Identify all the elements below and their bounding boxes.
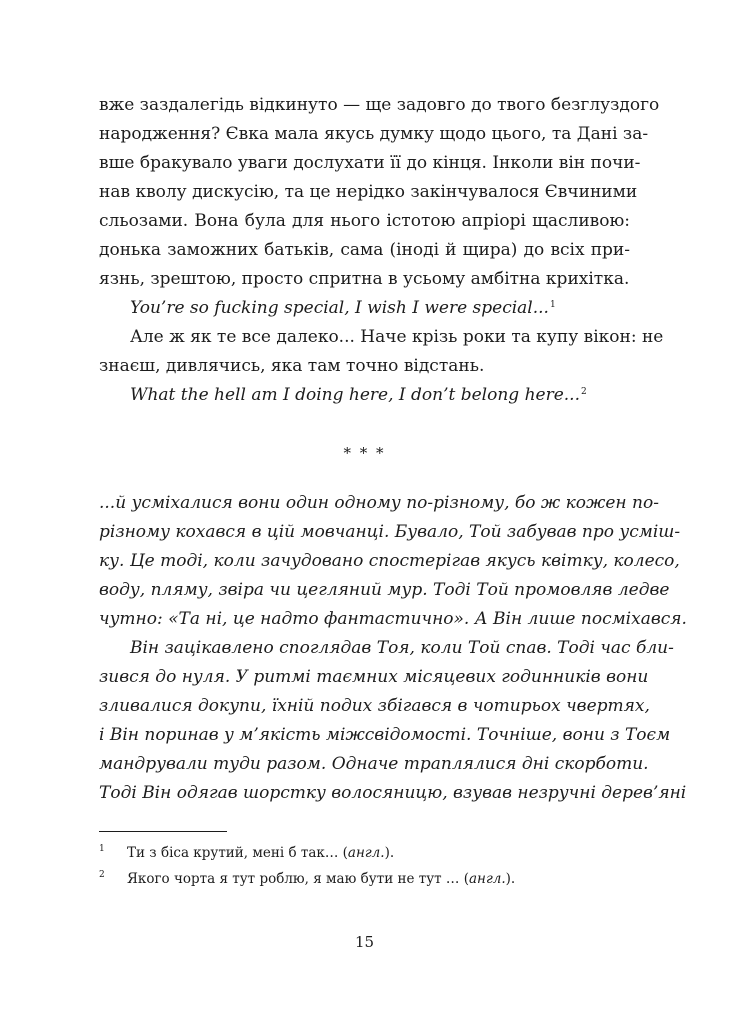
text-line: донька заможних батьків, сама (іноді й щира) до всіх при-	[99, 240, 630, 260]
text-line: мандрували туди разом. Одначе траплялися дні скорботи.	[99, 754, 649, 774]
text-line: народження? Євка мала якусь думку щодо цього, та Дані за-	[99, 124, 649, 144]
text-line: Але ж як те все далеко... Наче крізь роки та купу вікон: не	[130, 327, 664, 347]
text-line: Він зацікавлено споглядав Тоя, коли Той спав. Тоді час бли-	[130, 638, 674, 658]
text-line: сльозами. Вона була для нього істотою апріорі щасливою:	[99, 211, 630, 231]
scene-separator: * * *	[343, 444, 386, 462]
footnote-text-end: ).	[384, 845, 395, 861]
text-line: воду, пляму, звіра чи цегляний мур. Тоді Той промовляв ледве	[99, 580, 670, 600]
footnote-2	[99, 866, 630, 892]
text-line: і Він поринав у м’якість міжсвідомості. Точніше, вони з Тоєм	[99, 725, 671, 745]
text-line: зився до нуля. У ритмі таємних місяцевих годинників вони	[99, 667, 649, 687]
song-quote-2-text: What the hell am I doing here, I don’t belong here...	[130, 385, 580, 405]
section-2-text	[99, 489, 687, 808]
footnote-lang: англ.	[469, 871, 506, 887]
text-line: різному кохався в цій мовчанці. Бувало, Той забував про усміш-	[99, 522, 681, 542]
text-line: ...й усміхалися вони один одному по-різному, бо ж кожен по-	[99, 493, 659, 513]
footnote-lang: англ.	[347, 845, 385, 861]
text-line: вже заздалегідь відкинуто — ще задовго до твого безглуздого	[99, 95, 660, 115]
section-1-text	[99, 91, 664, 410]
text-line: Тоді Він одягав шорстку волосяницю, взував незручні дерев’яні	[99, 783, 687, 803]
footnote-text: Ти з біса крутий, мені б так… (	[127, 845, 348, 861]
page-number: 15	[354, 933, 375, 951]
text-line: язнь, зрештою, просто спритна в усьому амбітна крихітка.	[99, 269, 630, 289]
text-line: чутно: «Та ні, це надто фантастично». А Він лише посміхався.	[99, 609, 687, 629]
footnote-number: 1	[99, 844, 105, 854]
text-line: нав кволу дискусію, та це нерідко закінчувалося Євчиними	[99, 182, 638, 202]
text-line: ку. Це тоді, коли зачудовано спостерігав якусь квітку, колесо,	[99, 551, 680, 571]
text-line: знаєш, дивлячись, яка там точно відстань.	[99, 356, 485, 376]
song-quote-1	[99, 294, 630, 323]
footnote-text-end: ).	[505, 871, 516, 887]
song-quote-2	[99, 381, 630, 410]
footnote-number: 2	[99, 870, 105, 880]
footnote-text: Якого чорта я тут роблю, я маю бути не тут … (	[127, 871, 469, 887]
footnotes	[99, 840, 630, 892]
footnote-ref-1[interactable]: 1	[549, 300, 556, 310]
footnote-1	[99, 840, 630, 866]
text-line: зливалися докупи, їхній подих збігався в чотирьох чвертях,	[99, 696, 650, 716]
text-line: вше бракувало уваги дослухати її до кінця. Інколи він почи-	[99, 153, 641, 173]
footnote-rule	[99, 831, 227, 832]
song-quote-1-text: You’re so fucking special, I wish I were special...	[130, 298, 549, 318]
footnote-ref-2[interactable]: 2	[580, 387, 587, 397]
